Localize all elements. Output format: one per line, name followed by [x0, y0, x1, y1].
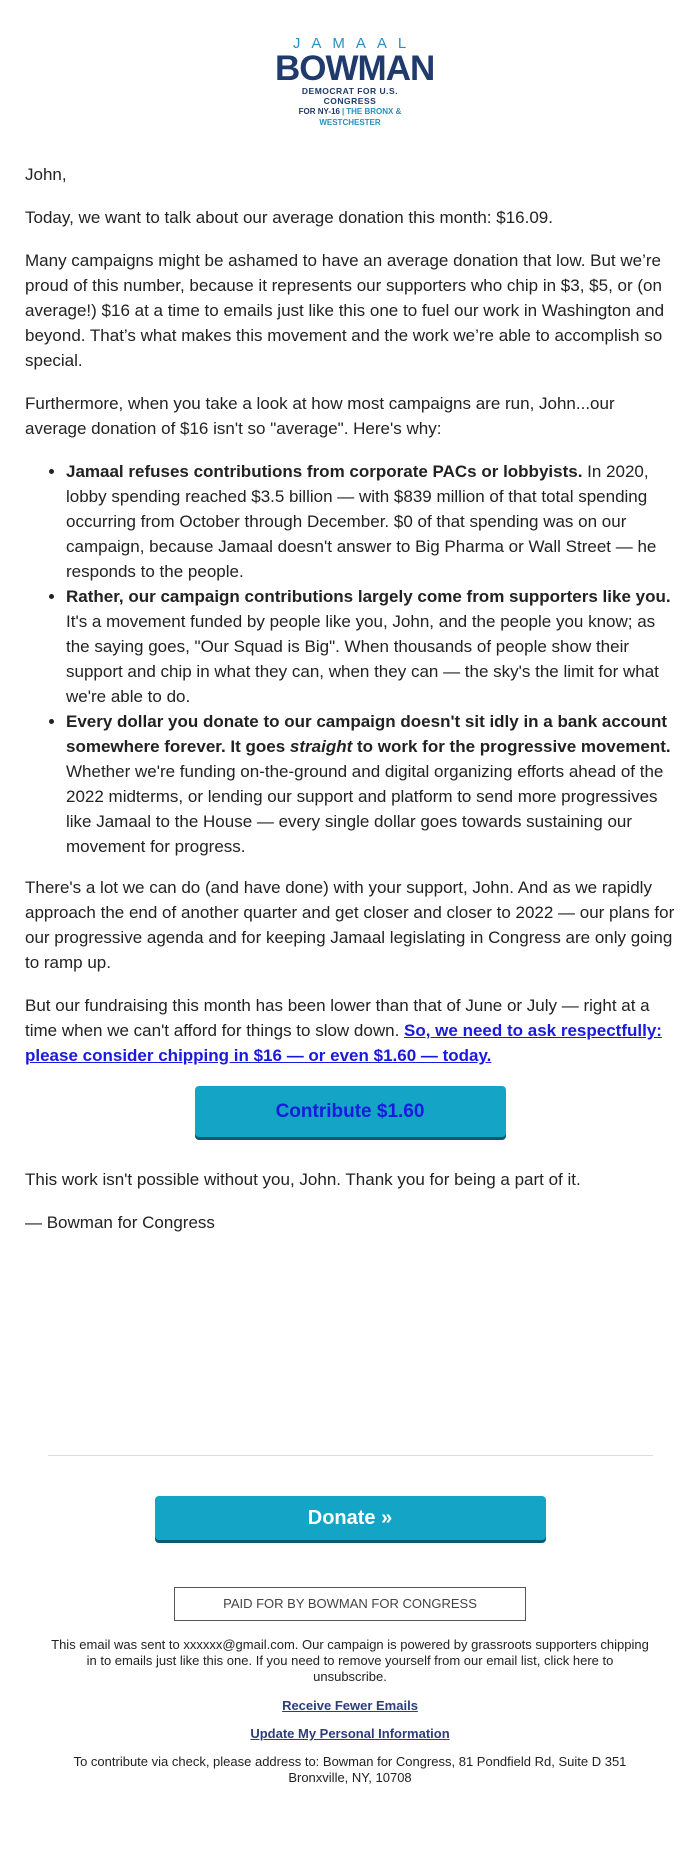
paid-for-disclaimer: PAID FOR BY BOWMAN FOR CONGRESS	[174, 1587, 526, 1621]
list-item-text: It's a movement funded by people like you, John, and the people you know; as the saying goes, "Our Squad is Big". When thousands of people show their support and chip in what they can, when they can — the sky's the limit for what we're able to do.	[66, 612, 659, 706]
paragraph-proud: Many campaigns might be ashamed to have an average donation that low. But we’re proud of this number, because it represents our supporters who chip in $3, $5, or (on average!) $16 at a time to emails just like this one to fuel our work in Washington and beyond. That’s what makes this movement and the work we’re able to accomplish so special.	[25, 251, 665, 370]
campaign-logo	[275, 35, 435, 128]
reasons-list	[25, 459, 675, 859]
email-notice: This email was sent to xxxxxx@gmail.com. Our campaign is powered by grassroots supporters chipping in to emails just like this one. If you need to remove yourself from our email list, click here to unsubscribe.	[51, 1637, 649, 1684]
list-item	[66, 459, 675, 584]
logo-last-name: BOWMAN	[275, 49, 435, 88]
paragraph-furthermore: Furthermore, when you take a look at how most campaigns are run, John...our average donation of $16 isn't so "average". Here's why:	[25, 394, 615, 438]
logo-district: FOR NY-16	[298, 107, 340, 116]
donate-button[interactable]: Donate »	[155, 1496, 546, 1540]
list-item-bold-italic: straight	[289, 737, 353, 756]
contribute-button[interactable]: Contribute $1.60	[195, 1086, 506, 1137]
email-body	[0, 162, 700, 1235]
email-footer	[0, 1455, 700, 1786]
list-item-text: Whether we're funding on-the-ground and digital organizing efforts ahead of the 2022 midterms, or lending our support and platform to send more progressives like Jamaal to the House — every single dollar goes towards sustaining our movement for progress.	[66, 762, 664, 856]
list-item-bold: Every dollar you donate to our campaign doesn't sit idly in a bank account somewhere forever. It goes	[66, 712, 668, 756]
list-item-bold: Rather, our campaign contributions largely come from supporters like you.	[66, 587, 671, 606]
paragraph-ramp-up: There's a lot we can do (and have done) with your support, John. And as we rapidly approach the end of another quarter and get closer and closer to 2022 — our plans for our progressive agenda and for keeping Jamaal legislating in Congress are only going to ramp up.	[25, 878, 675, 972]
greeting: John,	[25, 165, 67, 184]
chip-in-link[interactable]: So, we need to ask respectfully: please consider chipping in $16 — or even $1.60 — today.	[25, 1021, 662, 1065]
list-item-text: In 2020, lobby spending reached $3.5 billion — with $839 million of that total spending occurring from October through December. $0 of that spending was on our campaign, because Jamaal doesn't answer to Big Pharma or Wall Street — he responds to the people.	[66, 462, 657, 581]
logo-tagline: DEMOCRAT FOR U.S. CONGRESS	[301, 86, 399, 106]
list-item-bold-after: to work for the progressive movement.	[352, 737, 671, 756]
receive-fewer-emails-link[interactable]: Receive Fewer Emails	[282, 1698, 418, 1713]
signoff: — Bowman for Congress	[25, 1213, 215, 1232]
list-item	[66, 584, 675, 709]
list-item-bold: Jamaal refuses contributions from corporate PACs or lobbyists.	[66, 462, 583, 481]
list-item	[66, 709, 675, 859]
footer-divider	[48, 1455, 653, 1456]
logo-first-name: JAMAAL	[292, 35, 418, 52]
email-page	[0, 35, 700, 1785]
paragraph-thank-you: This work isn't possible without you, John. Thank you for being a part of it.	[25, 1170, 581, 1189]
update-personal-info-link[interactable]: Update My Personal Information	[250, 1726, 450, 1741]
logo-region: THE BRONX & WESTCHESTER	[319, 107, 402, 127]
fundraising-text: But our fundraising this month has been lower than that of June or July — right at a time when we can't afford for things to slow down.	[25, 996, 650, 1040]
paragraph-fundraising	[25, 993, 675, 1068]
logo-separator: |	[341, 107, 345, 116]
paragraph-average-donation: Today, we want to talk about our average donation this month: $16.09.	[25, 208, 553, 227]
logo-district-line	[275, 106, 425, 128]
mailing-address: To contribute via check, please address to: Bowman for Congress, 81 Pondfield Rd, Suite D 351 Bronxville, NY, 10708	[73, 1754, 627, 1785]
